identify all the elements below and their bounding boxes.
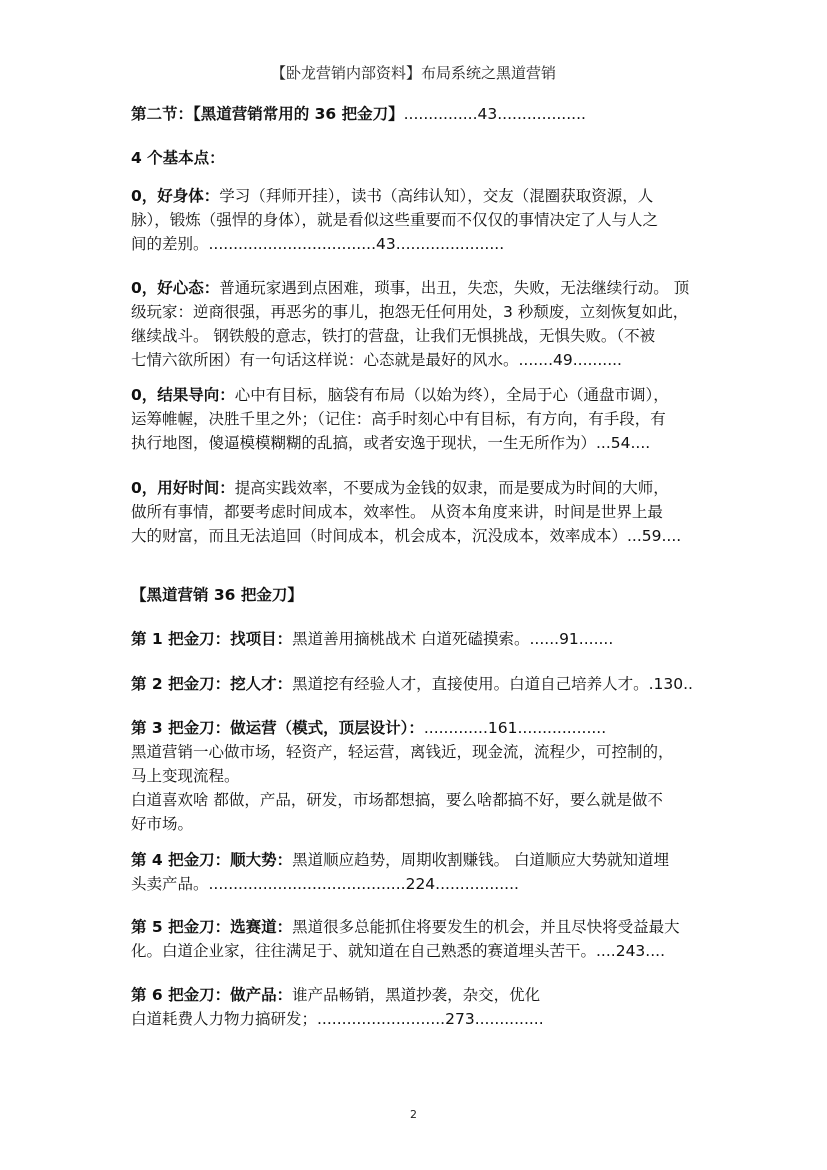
- knife-text: 黑道挖有经验人才，直接使用。白道自己培养人才。.130..: [292, 675, 693, 693]
- basic-point-text: 间的差别。..................................43......................: [131, 235, 505, 253]
- basic-point-text: 大的财富，而且无法追回（时间成本，机会成本，沉没成本，效率成本）...59....: [131, 527, 682, 545]
- section-title: [131, 102, 711, 126]
- basic-point-text: 提高实践效率，不要成为金钱的奴隶，而是要成为时间的大师，: [234, 479, 669, 497]
- page-header: 【卧龙营销内部资料】布局系统之黑道营销: [270, 64, 556, 82]
- knife-text: 化。白道企业家，往往满足于、就知道在自己熟悉的赛道埋头苦干。....243....: [131, 942, 666, 960]
- knife-text: 白道喜欢啥 都做，产品，研发，市场都想搞，要么啥都搞不好，要么就是做不: [131, 791, 663, 809]
- knife-text: 黑道善用摘桃战术 白道死磕摸索。......91.......: [292, 630, 614, 648]
- basic-point-text: 普通玩家遇到点困难，琐事，出丑，失恋，失败，无法继续行动。 顶: [219, 279, 690, 297]
- knife-text: 谁产品畅销，黑道抄袭，杂交，优化: [292, 986, 541, 1004]
- basic-point-text: 学习（拜师开挂），读书（高纬认知），交友（混圈获取资源，人: [219, 187, 654, 205]
- knife-text: .............161..................: [423, 719, 607, 737]
- basic-point-text: 脉），锻炼（强悍的身体），就是看似这些重要而不仅仅的事情决定了人与人之: [131, 211, 659, 229]
- basic-point-text: 做所有事情，都要考虑时间成本，效率性。 从资本角度来讲，时间是世界上最: [131, 503, 663, 521]
- knife-item: [131, 672, 711, 696]
- basic-point: [131, 184, 711, 256]
- knife-text: 白道耗费人力物力搞研发；..........................273..............: [131, 1010, 544, 1028]
- basic-point-text: 执行地图，傻逼模模糊糊的乱搞，或者安逸于现状，一生无所作为）...54....: [131, 434, 651, 452]
- basic-point-text: 继续战斗。 钢铁般的意志，铁打的营盘，让我们无惧挑战，无惧失败。（不被: [131, 327, 656, 345]
- section-title-leader: ...............43..................: [403, 105, 586, 123]
- knife-item: [131, 915, 711, 963]
- basic-point-label: 0，结果导向：: [131, 386, 235, 404]
- knife-text: 黑道营销一心做市场，轻资产，轻运营，离钱近，现金流，流程少，可控制的，: [131, 743, 674, 761]
- knife-item: [131, 627, 711, 651]
- page-number: 2: [410, 1108, 417, 1121]
- knives-heading: 【黑道营销 36 把金刀】: [131, 586, 303, 604]
- basic-point-label: 0，用好时间：: [131, 479, 235, 497]
- knife-text: 马上变现流程。: [131, 767, 240, 785]
- knife-label: 第 2 把金刀：挖人才：: [131, 675, 293, 693]
- basic-point-label: 0，好心态：: [131, 279, 220, 297]
- section-title-label: 第二节：【黑道营销常用的 36 把金刀】: [131, 105, 404, 123]
- basic-point-label: 0，好身体：: [131, 187, 220, 205]
- basic-point-text: 七情六欲所困）有一句话这样说：心态就是最好的风水。.......49..........: [131, 351, 622, 369]
- basic-point-text: 运筹帷幄，决胜千里之外；（记住：高手时刻心中有目标，有方向，有手段，有: [131, 410, 666, 428]
- knife-item: [131, 848, 711, 896]
- basic-point: [131, 383, 711, 455]
- knife-item: [131, 716, 711, 836]
- basic-point: [131, 276, 711, 372]
- knife-label: 第 3 把金刀：做运营（模式，顶层设计）：: [131, 719, 424, 737]
- knife-text: 好市场。: [131, 815, 194, 833]
- knife-text: 黑道顺应趋势，周期收割赚钱。 白道顺应大势就知道埋: [292, 851, 670, 869]
- basic-point: [131, 476, 711, 548]
- knife-text: 黑道很多总能抓住将要发生的机会，并且尽快将受益最大: [292, 918, 680, 936]
- knife-item: [131, 983, 711, 1031]
- basic-point-text: 心中有目标，脑袋有布局（以始为终），全局于心（通盘市调），: [234, 386, 669, 404]
- knife-label: 第 5 把金刀：选赛道：: [131, 918, 293, 936]
- knife-label: 第 6 把金刀：做产品：: [131, 986, 293, 1004]
- basic-point-text: 级玩家：逆商很强，再恶劣的事儿，抱怨无任何用处，3 秒颓废，立刻恢复如此，: [131, 303, 689, 321]
- basics-heading: 4 个基本点：: [131, 149, 225, 167]
- knife-label: 第 1 把金刀：找项目：: [131, 630, 293, 648]
- knife-label: 第 4 把金刀：顺大势：: [131, 851, 293, 869]
- knife-text: 头卖产品。........................................224.................: [131, 875, 519, 893]
